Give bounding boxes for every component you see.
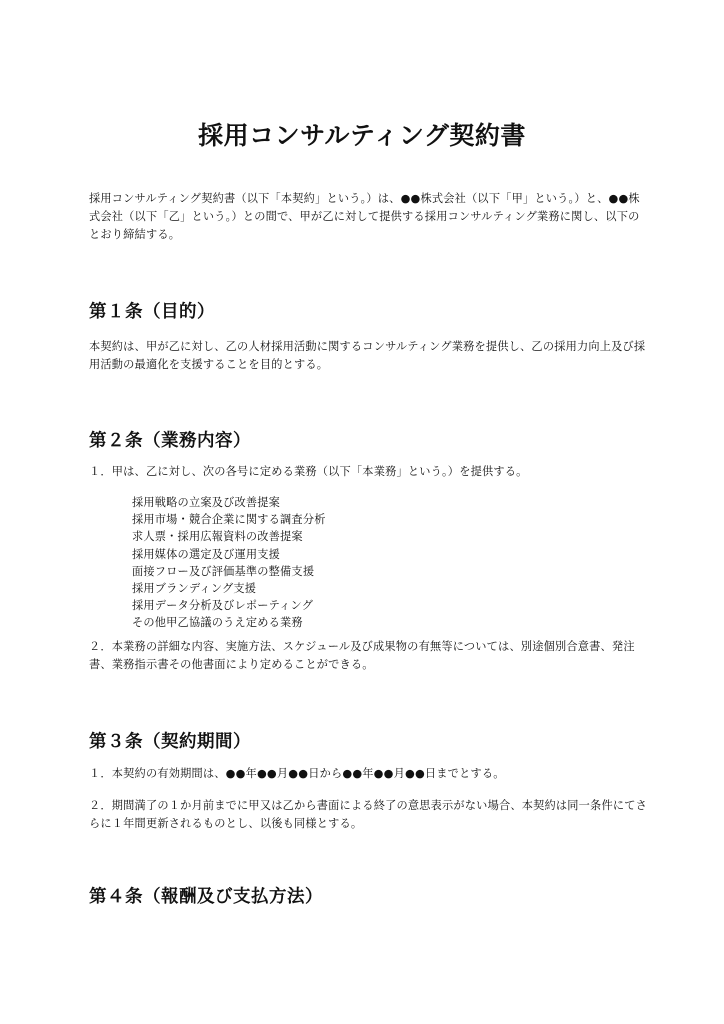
intro-paragraph: 採用コンサルティング契約書（以下「本契約」という。）は、●●株式会社（以下「甲」という。）と、●●株式会社（以下「乙」という。）との間で、甲が乙に対して提供する採用コンサルティング業務に関し、以下のとおり締結する。 xyxy=(89,192,640,241)
article-2-heading: 第２条（業務内容） xyxy=(89,431,251,451)
list-item: 採用戦略の立案及び改善提案 xyxy=(132,496,281,509)
article-3-heading: 第３条（契約期間） xyxy=(89,732,251,752)
article-2-paragraph-2: ２．本業務の詳細な内容、実施方法、スケジュール及び成果物の有無等については、別途個別合意書、発注書、業務指示書その他書面により定めることができる。 xyxy=(89,640,635,671)
article-1-heading: 第１条（目的） xyxy=(89,302,215,322)
list-item: 採用市場・競合企業に関する調査分析 xyxy=(132,513,326,527)
article-1-body: 本契約は、甲が乙に対し、乙の人材採用活動に関するコンサルティング業務を提供し、乙の採用力向上及び採用活動の最適化を支援することを目的とする。 xyxy=(89,340,646,371)
article-2-paragraph-1: １．甲は、乙に対し、次の各号に定める業務（以下「本業務」という。）を提供する。 xyxy=(89,465,528,478)
list-item: 採用媒体の選定及び運用支援 xyxy=(132,547,281,561)
list-item: 採用ブランディング支援 xyxy=(132,582,257,596)
list-item: 求人票・採用広報資料の改善提案 xyxy=(132,530,303,544)
article-4-heading: 第４条（報酬及び支払方法） xyxy=(89,887,323,907)
list-item: その他甲乙協議のうえ定める業務 xyxy=(132,616,303,630)
document-title: 採用コンサルティング契約書 xyxy=(198,121,526,150)
list-item: 面接フロー及び評価基準の整備支援 xyxy=(132,564,315,578)
article-2-item-list xyxy=(132,494,326,632)
list-item: 採用データ分析及びレポーティング xyxy=(132,599,314,613)
article-3-paragraph-1: １．本契約の有効期間は、●●年●●月●●日から●●年●●月●●日までとする。 xyxy=(89,767,505,780)
article-3-paragraph-2: ２．期間満了の１か月前までに甲又は乙から書面による終了の意思表示がない場合、本契約は同一条件にてさらに１年間更新されるものとし、以後も同様とする。 xyxy=(89,799,647,830)
